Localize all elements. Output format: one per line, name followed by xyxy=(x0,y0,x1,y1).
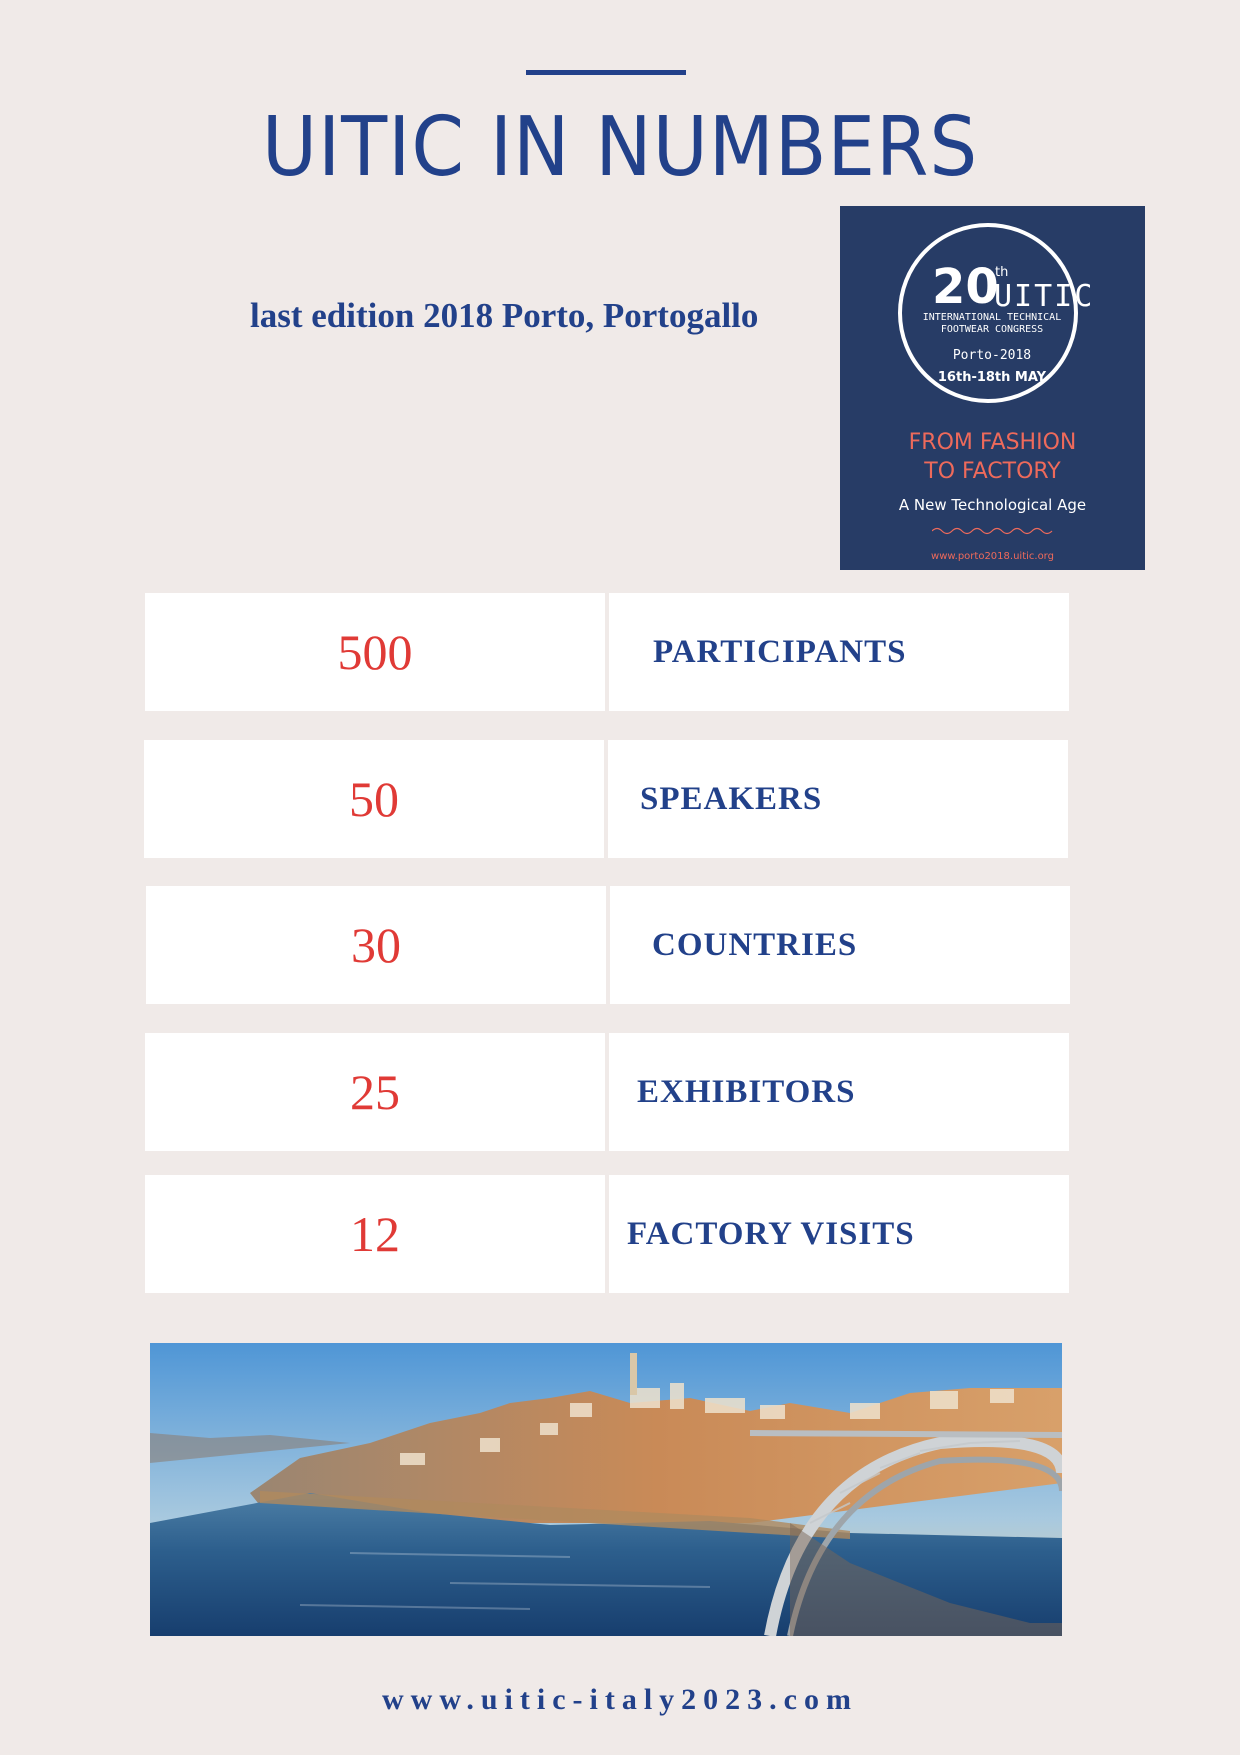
poster-brand: UITIC xyxy=(994,279,1095,314)
footer-website-url: www.uitic-italy2023.com xyxy=(382,1683,858,1716)
page-title: UITIC IN NUMBERS xyxy=(261,100,979,195)
stat-participants-label: PARTICIPANTS xyxy=(609,593,1069,711)
poster-headline: FROM FASHION TO FACTORY xyxy=(908,430,1077,484)
poster-logo-circle xyxy=(898,223,1095,403)
stat-exhibitors-label: EXHIBITORS xyxy=(609,1033,1069,1151)
poster-city-year: Porto-2018 xyxy=(952,348,1032,363)
poster-wave-decoration xyxy=(932,526,1056,536)
stat-countries-label: COUNTRIES xyxy=(610,886,1070,1004)
congress-poster-image xyxy=(840,206,1145,570)
porto-panorama-photo xyxy=(150,1343,1062,1636)
poster-edition-number: 20 xyxy=(932,259,999,315)
stat-exhibitors-value: 25 xyxy=(145,1033,605,1151)
stat-speakers-label: SPEAKERS xyxy=(608,740,1068,858)
poster-ordinal: th xyxy=(995,265,1009,280)
poster-dates: 16th-18th MAY xyxy=(937,370,1047,385)
stat-factory-visits-value: 12 xyxy=(145,1175,605,1293)
title-accent-bar xyxy=(526,70,686,75)
poster-tagline: A New Technological Age xyxy=(898,496,1087,514)
stat-participants-value: 500 xyxy=(145,593,605,711)
stat-countries-value: 30 xyxy=(146,886,606,1004)
edition-subtitle: last edition 2018 Porto, Portogallo xyxy=(250,296,759,335)
poster-url: www.porto2018.uitic.org xyxy=(931,551,1054,562)
stat-speakers-value: 50 xyxy=(144,740,604,858)
stat-factory-visits-label: FACTORY VISITS xyxy=(609,1175,1069,1293)
poster-congress-name: INTERNATIONAL TECHNICAL FOOTWEAR CONGRESS xyxy=(922,312,1062,335)
